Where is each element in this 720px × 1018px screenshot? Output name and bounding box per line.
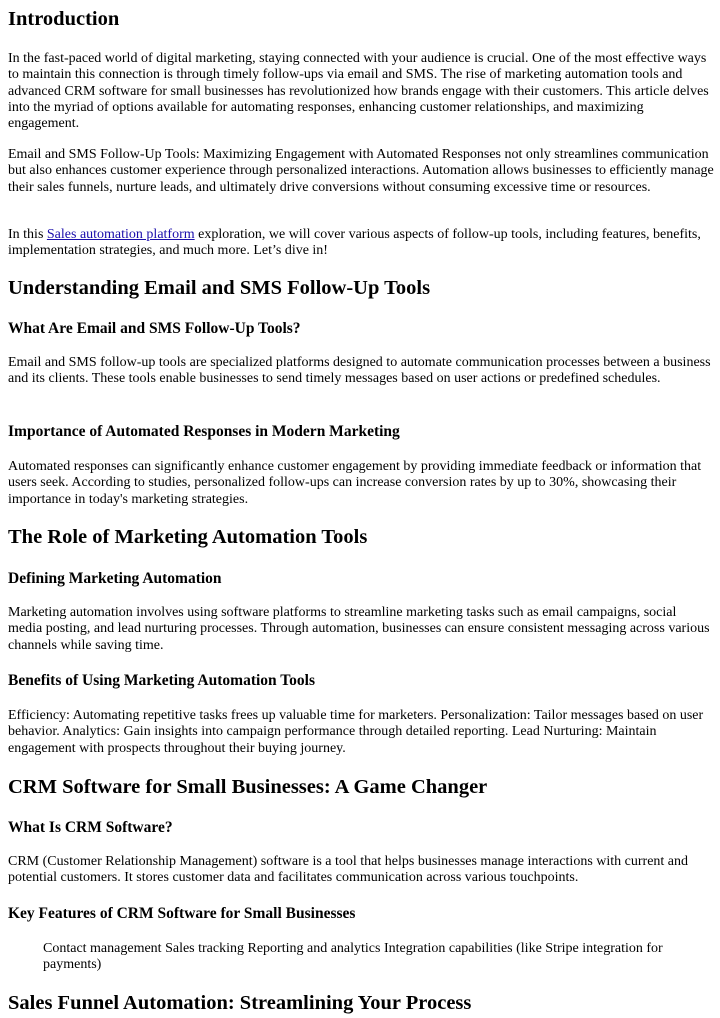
crm-features-list: Contact management Sales tracking Reporting and analytics Integration capabilities (like Stripe integration for payments) [43, 941, 663, 973]
sales-automation-platform-link[interactable]: Sales automation platform [46, 227, 195, 242]
what-is-crm-heading: What Is CRM Software? [8, 819, 173, 836]
what-are-tools-paragraph: Email and SMS follow-up tools are specialized platforms designed to automate communication processes between a business and its clients. These tools enable businesses to send timely messages based on user actions or predefined schedules. [8, 355, 711, 387]
what-is-crm-paragraph: CRM (Customer Relationship Management) software is a tool that helps businesses manage interactions with current and potential customers. It stores customer data and facilitates communication across various touchpoints. [8, 854, 689, 886]
benefits-paragraph: Efficiency: Automating repetitive tasks frees up valuable time for marketers. Personalization: Tailor messages based on user behavior. Analytics: Gain insights into campaign performance through detailed reporting. Lead Nurturing: Maintain engagement with prospects throughout their buying journey. [8, 708, 704, 756]
importance-heading: Importance of Automated Responses in Modern Marketing [8, 423, 400, 440]
crm-features-heading: Key Features of CRM Software for Small Businesses [8, 905, 356, 922]
understanding-heading: Understanding Email and SMS Follow-Up Tools [8, 277, 431, 299]
intro-paragraph-1: In the fast-paced world of digital marketing, staying connected with your audience is crucial. One of the most effective ways to maintain this connection is through timely follow-ups via email and SMS. The rise of marketing automation tools and advanced CRM software for small businesses has revolutionized how brands engage with their customers. This article delves into the myriad of options available for automating responses, enhancing customer relationships, and maximizing engagement. [8, 51, 709, 132]
intro-paragraph-3 [8, 227, 714, 260]
intro-paragraph-3-rest: exploration, we will cover various aspects of follow-up tools, including features, benefits, implementation strategies, and much more. Let’s dive in! [8, 227, 701, 259]
role-heading: The Role of Marketing Automation Tools [8, 526, 368, 548]
intro-paragraph-3-lead: In this [8, 227, 47, 242]
defining-automation-paragraph: Marketing automation involves using software platforms to streamline marketing tasks such as email campaigns, social media posting, and lead nurturing processes. Through automation, businesses can ensure consistent messaging across various channels while saving time. [8, 605, 710, 653]
defining-automation-heading: Defining Marketing Automation [8, 570, 222, 587]
benefits-heading: Benefits of Using Marketing Automation Tools [8, 672, 316, 689]
introduction-heading: Introduction [8, 8, 120, 30]
importance-paragraph: Automated responses can significantly enhance customer engagement by providing immediate feedback or information that users seek. According to studies, personalized follow-ups can increase conversion rates by up to 30%, showcasing their importance in today's marketing strategies. [8, 459, 702, 507]
crm-heading: CRM Software for Small Businesses: A Game Changer [8, 776, 488, 798]
what-are-tools-heading: What Are Email and SMS Follow-Up Tools? [8, 320, 301, 337]
intro-paragraph-2: Email and SMS Follow-Up Tools: Maximizing Engagement with Automated Responses not only streamlines communication but also enhances customer experience through personalized interactions. Automation allows businesses to efficiently manage their sales funnels, nurture leads, and ultimately drive conversions without consuming excessive time or resources. [8, 147, 714, 195]
sales-funnel-heading: Sales Funnel Automation: Streamlining Your Process [8, 992, 472, 1014]
